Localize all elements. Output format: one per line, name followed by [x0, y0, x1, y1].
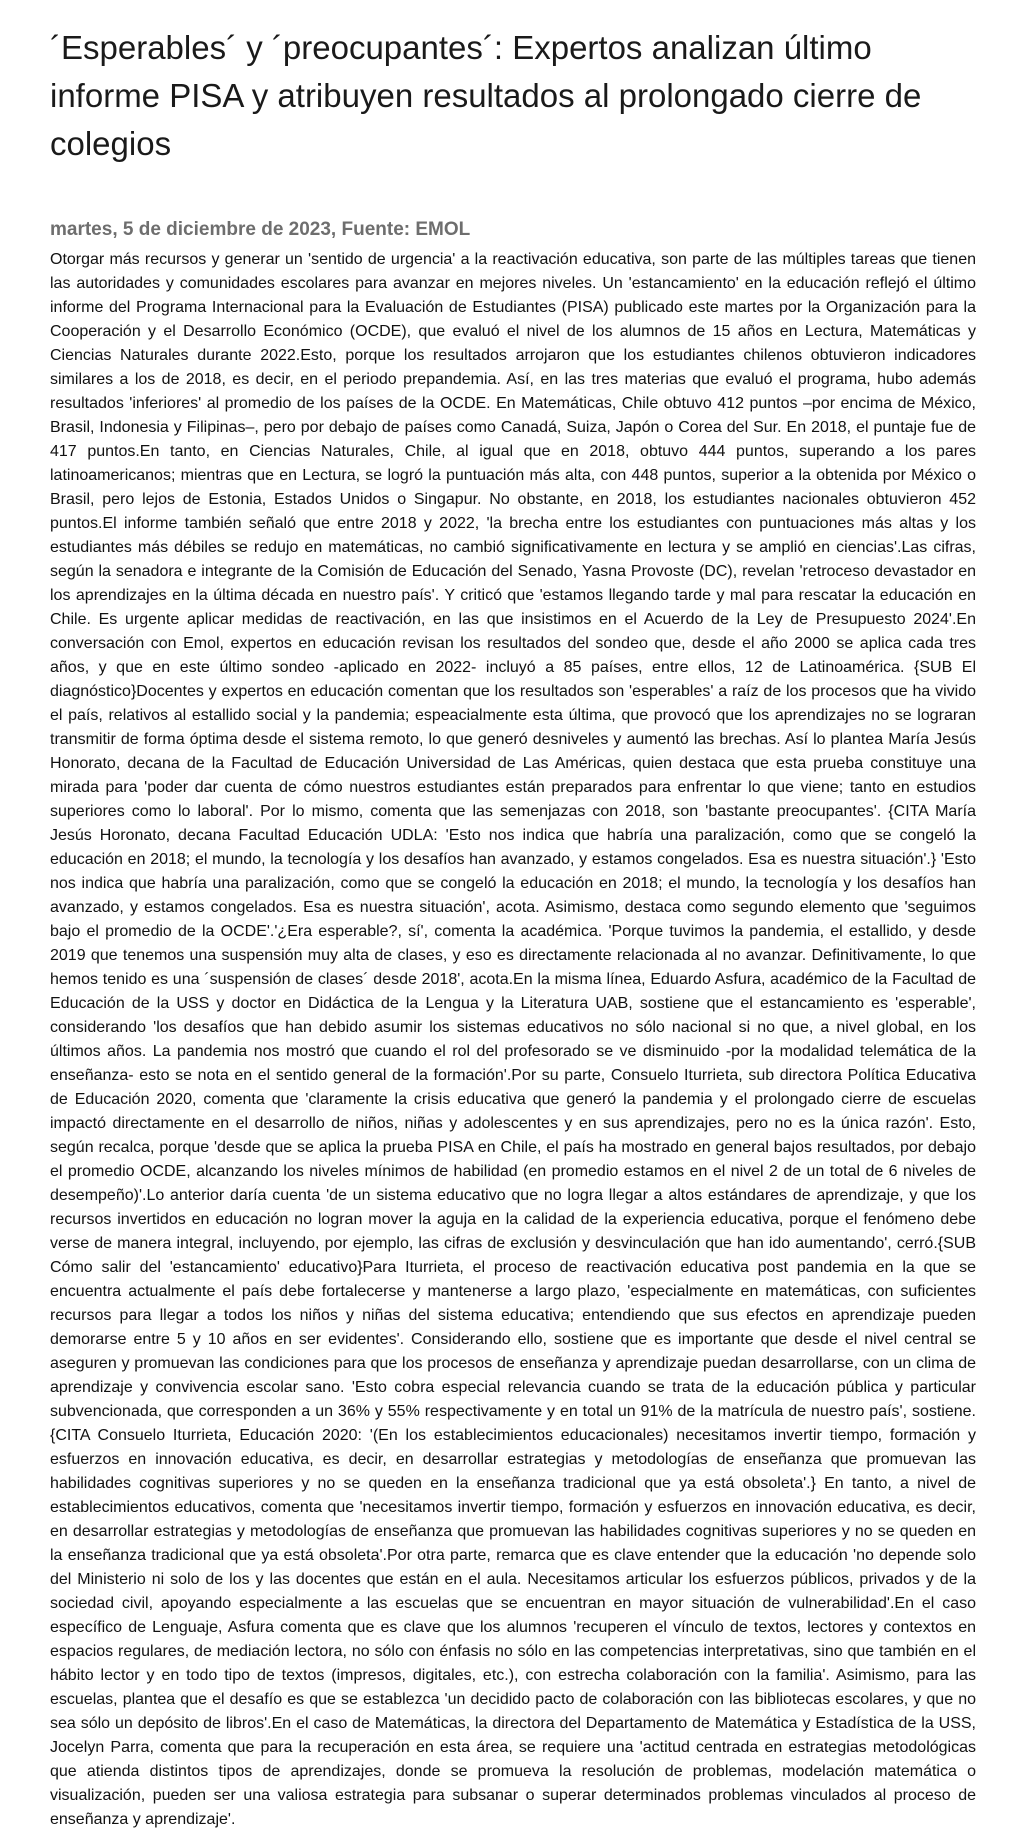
article	[50, 24, 976, 1832]
article-date-source: martes, 5 de diciembre de 2023, Fuente: EMOL	[50, 219, 471, 240]
article-body: Otorgar más recursos y generar un 'sentido de urgencia' a la reactivación educativa, son parte de las múltiples tareas que tienen las autoridades y comunidades escolares para avanzar en mejores niveles. Un 'estancamiento' en la educación reflejó el último informe del Programa Internacional para la Evaluación de Estudiantes (PISA) publicado este martes por la Organización para la Cooperación y el Desarrollo Económico (OCDE), que evaluó el nivel de los alumnos de 15 años en Lectura, Matemáticas y Ciencias Naturales durante 2022.Esto, porque los resultados arrojaron que los estudiantes chilenos obtuvieron indicadores similares a los de 2018, es decir, en el periodo prepandemia. Así, en las tres materias que evaluó el programa, hubo además resultados 'inferiores' al promedio de los países de la OCDE. En Matemáticas, Chile obtuvo 412 puntos –por encima de México, Brasil, Indonesia y Filipinas–, pero por debajo de países como Canadá, Suiza, Japón o Corea del Sur. En 2018, el puntaje fue de 417 puntos.En tanto, en Ciencias Naturales, Chile, al igual que en 2018, obtuvo 444 puntos, superando a los pares latinoamericanos; mientras que en Lectura, se logró la puntuación más alta, con 448 puntos, superior a la obtenida por México o Brasil, pero lejos de Estonia, Estados Unidos o Singapur. No obstante, en 2018, los estudiantes nacionales obtuvieron 452 puntos.El informe también señaló que entre 2018 y 2022, 'la brecha entre los estudiantes con puntuaciones más altas y los estudiantes más débiles se redujo en matemáticas, no cambió significativamente en lectura y se amplió en ciencias'.Las cifras, según la senadora e integrante de la Comisión de Educación del Senado, Yasna Provoste (DC), revelan 'retroceso devastador en los aprendizajes en la última década en nuestro país'. Y criticó que 'estamos llegando tarde y mal para rescatar la educación en Chile. Es urgente aplicar medidas de reactivación, en las que insistimos en el Acuerdo de la Ley de Presupuesto 2024'.En conversación con Emol, expertos en educación revisan los resultados del sondeo que, desde el año 2000 se aplica cada tres años, y que en este último sondeo -aplicado en 2022- incluyó a 85 países, entre ellos, 12 de Latinoamérica. {SUB El diagnóstico}Docentes y expertos en educación comentan que los resultados son 'esperables' a raíz de los procesos que ha vivido el país, relativos al estallido social y la pandemia; espeacialmente esta última, que provocó que los aprendizajes no se lograran transmitir de forma óptima desde el sistema remoto, lo que generó desniveles y aumentó las brechas. Así lo plantea María Jesús Honorato, decana de la Facultad de Educación Universidad de Las Américas, quien destaca que esta prueba constituye una mirada para 'poder dar cuenta de cómo nuestros estudiantes están preparados para enfrentar lo que viene; tanto en estudios superiores como lo laboral'. Por lo mismo, comenta que las semenjazas con 2018, son 'bastante preocupantes'. {CITA María Jesús Horonato, decana Facultad Educación UDLA: 'Esto nos indica que habría una paralización, como que se congeló la educación en 2018; el mundo, la tecnología y los desafíos han avanzado, y estamos congelados. Esa es nuestra situación'.} 'Esto nos indica que habría una paralización, como que se congeló la educación en 2018; el mundo, la tecnología y los desafíos han avanzado, y estamos congelados. Esa es nuestra situación', acota. Asimismo, destaca como segundo elemento que 'seguimos bajo el promedio de la OCDE'.'¿Era esperable?, sí', comenta la académica. 'Porque tuvimos la pandemia, el estallido, y desde 2019 que tenemos una suspensión muy alta de clases, y eso es directamente relacionada al no avanzar. Definitivamente, lo que hemos tenido es una ´suspensión de clases´ desde 2018', acota.En la misma línea, Eduardo Asfura, académico de la Facultad de Educación de la USS y doctor en Didáctica de la Lengua y la Literatura UAB, sostiene que el estancamiento es 'esperable', considerando 'los desafíos que han debido asumir los sistemas educativos no sólo nacional si no que, a nivel global, en los últimos años. La pandemia nos mostró que cuando el rol del profesorado se ve disminuido -por la modalidad telemática de la enseñanza- esto se nota en el sentido general de la formación'.Por su parte, Consuelo Iturrieta, sub directora Política Educativa de Educación 2020, comenta que 'claramente la crisis educativa que generó la pandemia y el prolongado cierre de escuelas impactó directamente en el desarrollo de niños, niñas y adolescentes y en sus aprendizajes, pero no es la única razón'. Esto, según recalca, porque 'desde que se aplica la prueba PISA en Chile, el país ha mostrado en general bajos resultados, por debajo el promedio OCDE, alcanzando los niveles mínimos de habilidad (en promedio estamos en el nivel 2 de un total de 6 niveles de desempeño)'.Lo anterior daría cuenta 'de un sistema educativo que no logra llegar a altos estándares de aprendizaje, y que los recursos invertidos en educación no logran mover la aguja en la calidad de la experiencia educativa, porque el fenómeno debe verse de manera integral, incluyendo, por ejemplo, las cifras de exclusión y desvinculación que han ido aumentando', cerró.{SUB Cómo salir del 'estancamiento' educativo}Para Iturrieta, el proceso de reactivación educativa post pandemia en la que se encuentra actualmente el país debe fortalecerse y mantenerse a largo plazo, 'especialmente en matemáticas, con suficientes recursos para llegar a todos los niños y niñas del sistema educativa; entendiendo que sus efectos en aprendizaje pueden demorarse entre 5 y 10 años en ser evidentes'. Considerando ello, sostiene que es importante que desde el nivel central se aseguren y promuevan las condiciones para que los procesos de enseñanza y aprendizaje puedan desarrollarse, con un clima de aprendizaje y convivencia escolar sano. 'Esto cobra especial relevancia cuando se trata de la educación pública y particular subvencionada, que corresponden a un 36% y 55% respectivamente y en total un 91% de la matrícula de nuestro país', sostiene. {CITA Consuelo Iturrieta, Educación 2020: '(En los establecimientos educacionales) necesitamos invertir tiempo, formación y esfuerzos en innovación educativa, es decir, en desarrollar estrategias y metodologías de enseñanza que promuevan las habilidades cognitivas superiores y no se queden en la enseñanza tradicional que ya está obsoleta'.} En tanto, a nivel de establecimientos educativos, comenta que 'necesitamos invertir tiempo, formación y esfuerzos en innovación educativa, es decir, en desarrollar estrategias y metodologías de enseñanza que promuevan las habilidades cognitivas superiores y no se queden en la enseñanza tradicional que ya está obsoleta'.Por otra parte, remarca que es clave entender que la educación 'no depende solo del Ministerio ni solo de los y las docentes que están en el aula. Necesitamos articular los esfuerzos públicos, privados y de la sociedad civil, apoyando especialmente a las escuelas que se encuentran en mayor situación de vulnerabilidad'.En el caso específico de Lenguaje, Asfura comenta que es clave que los alumnos 'recuperen el vínculo de textos, lectores y contextos en espacios regulares, de mediación lectora, no sólo con énfasis no sólo en las competencias interpretativas, sino que también en el hábito lector y en todo tipo de textos (impresos, digitales, etc.), con estrecha colaboración con la familia'. Asimismo, para las escuelas, plantea que el desafío es que se establezca 'un decidido pacto de colaboración con las bibliotecas escolares, y que no sea sólo un depósito de libros'.En el caso de Matemáticas, la directora del Departamento de Matemática y Estadística de la USS, Jocelyn Parra, comenta que para la recuperación en esta área, se requiere una 'actitud centrada en estrategias metodológicas que atienda distintos tipos de aprendizajes, donde se promueva la resolución de problemas, modelación matemática o visualización, pueden ser una valiosa estrategia para subsanar o superar determinados problemas vinculados al proceso de enseñanza y aprendizaje'.	[50, 251, 976, 1828]
article-headline: ´Esperables´ y ´preocupantes´: Expertos analizan último informe PISA y atribuyen resultados al prolongado cierre de colegios	[50, 29, 922, 162]
